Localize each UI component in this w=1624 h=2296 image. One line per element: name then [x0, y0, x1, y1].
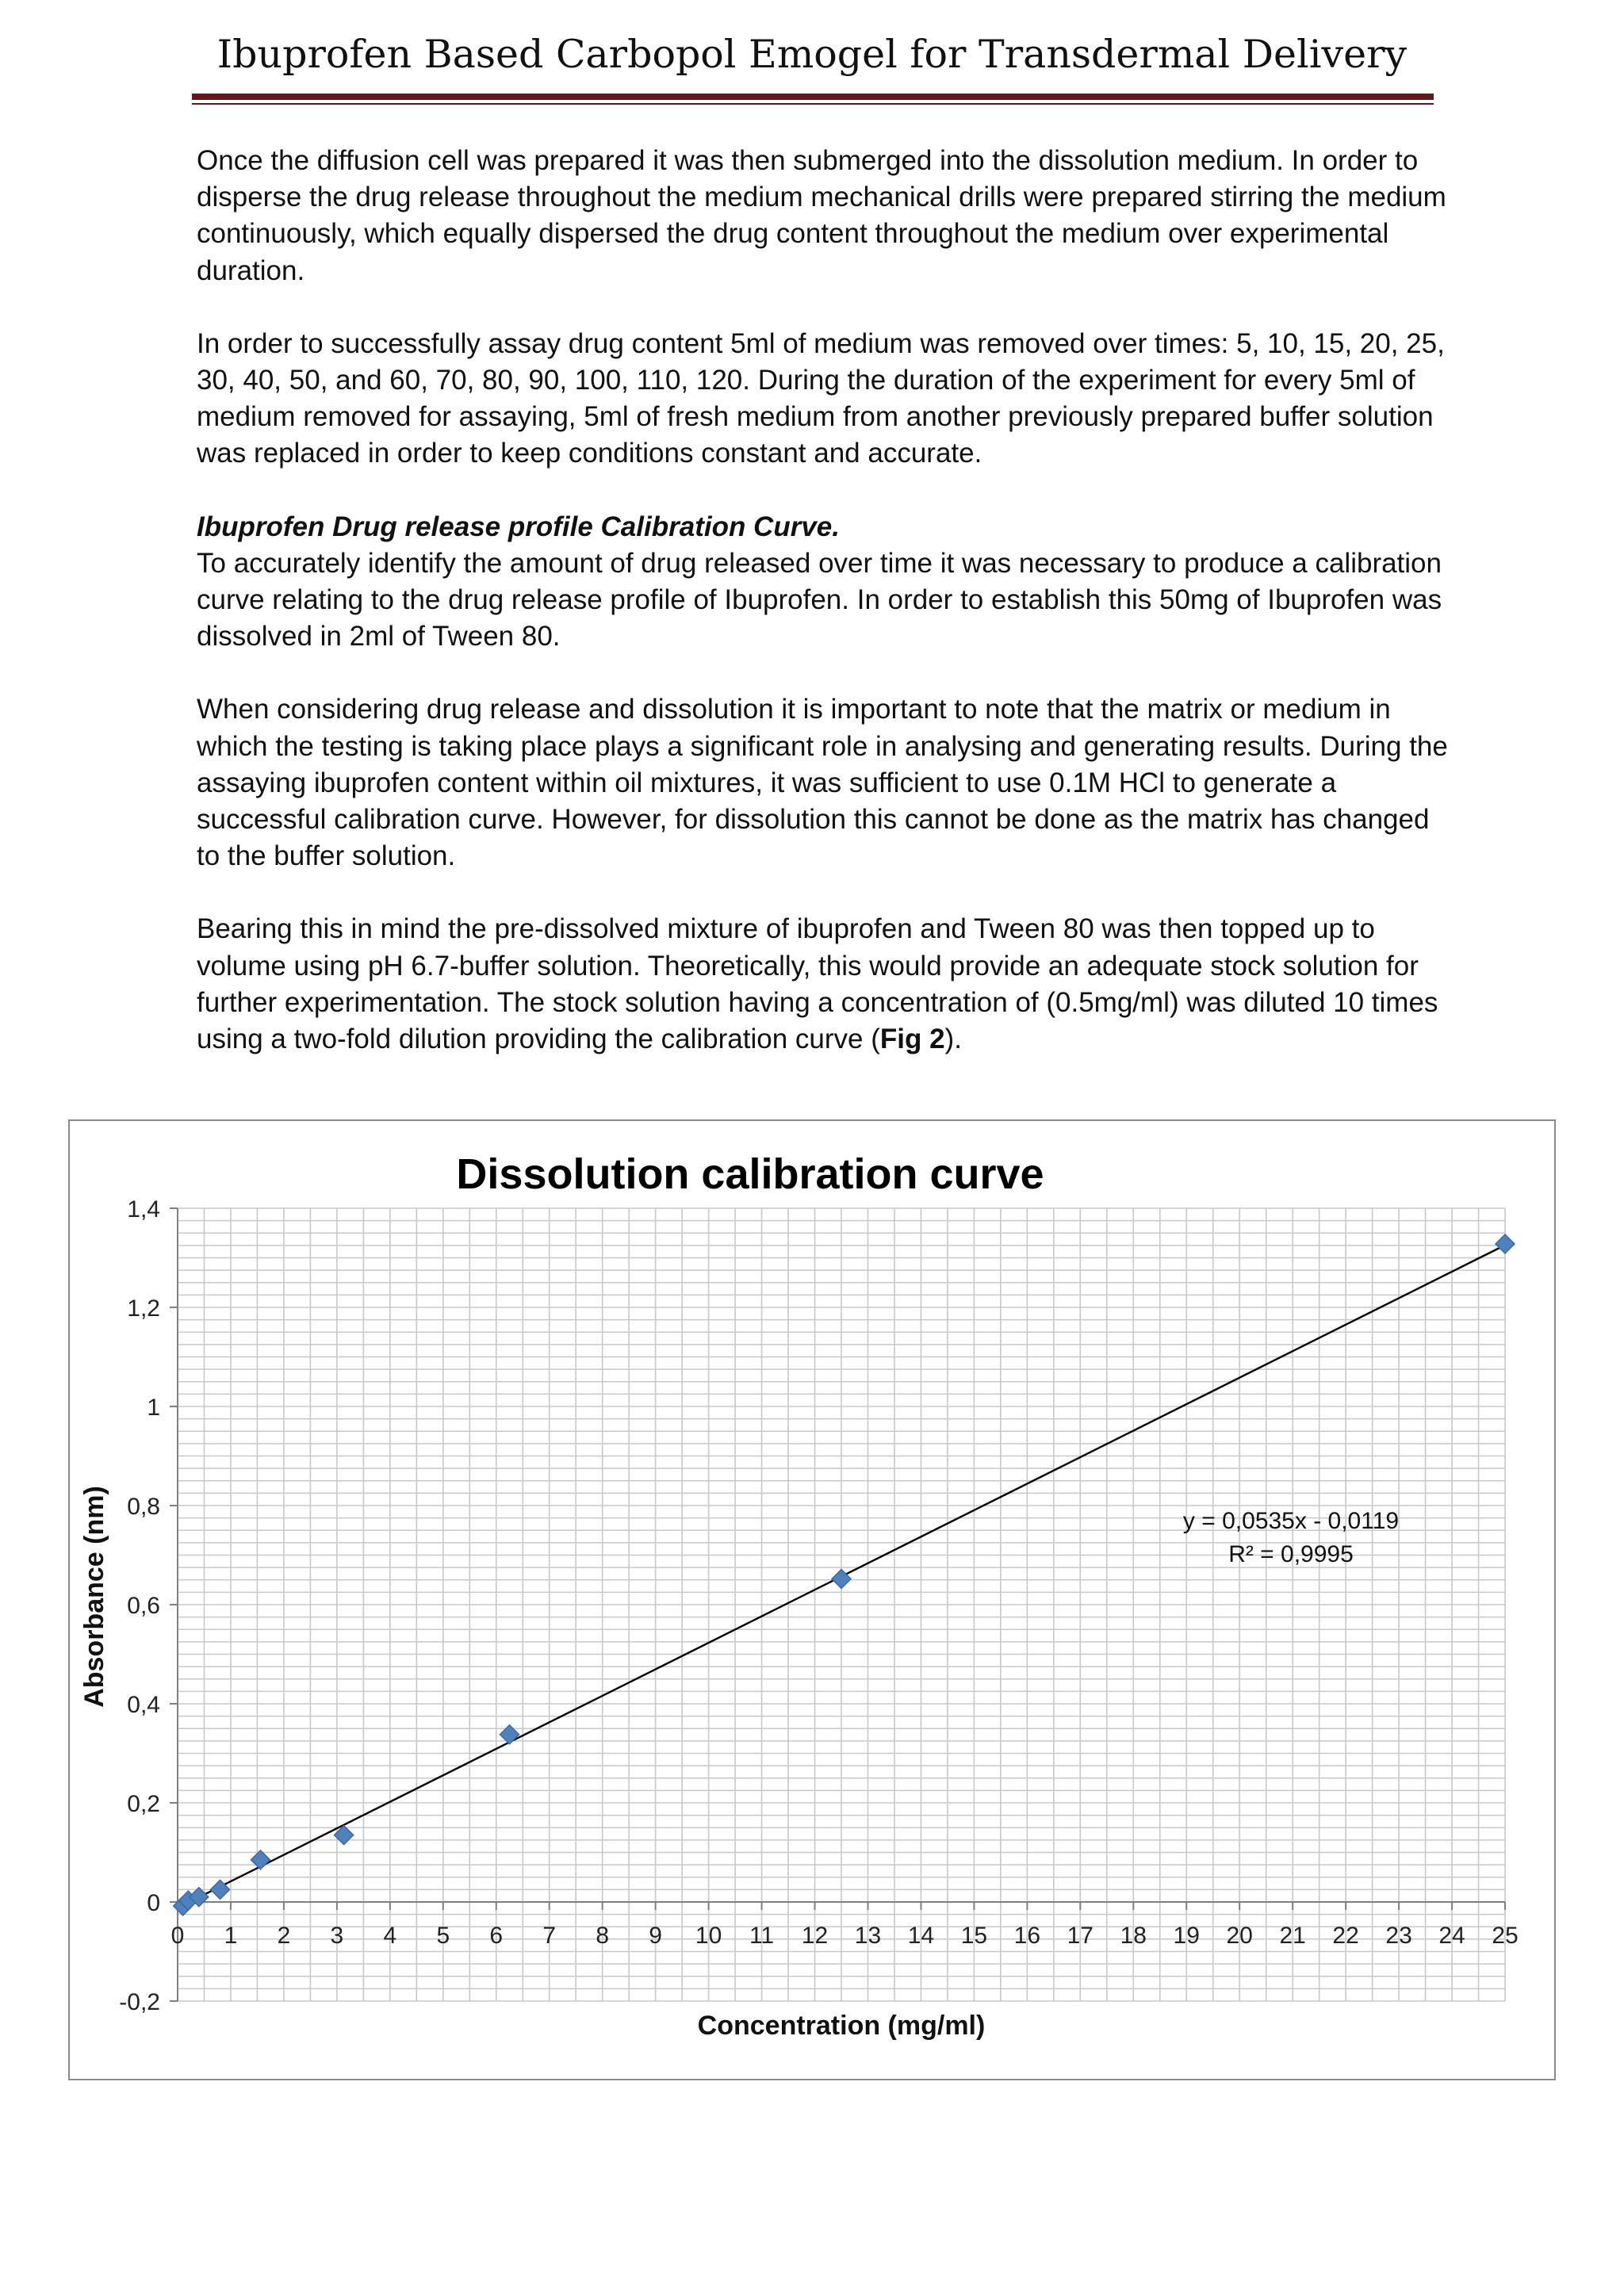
x-tick-label: 19 [1173, 1923, 1200, 1949]
paragraph-calibration-method: To accurately identify the amount of drug released over time it was necessary to produce a calibration curve relating to the drug release profile of Ibuprofen. In order to establish this 50mg of Ibuprofen was dissolved in 2ml of Tween 80. [197, 547, 1442, 652]
paragraph-diffusion-cell: Once the diffusion cell was prepared it was then submerged into the dissolution medium. In order to disperse the drug release throughout the medium mechanical drills were prepared stirring the medium continuously, which equally dispersed the drug content throughout the medium over experimental duration. [197, 145, 1446, 286]
calibration-chart [70, 1121, 1554, 2079]
stock-solution-text: Bearing this in mind the pre-dissolved mixture of ibuprofen and Tween 80 was then topped up to volume using pH 6.7-buffer solution. Theoretically, this would provide an adequate stock solution for further experimentation. The stock solution having a concentration of (0.5mg/ml) was diluted 10 times using a two-fold dilution providing the calibration curve ( [197, 913, 1438, 1055]
paragraph-stock-solution [197, 911, 1450, 1058]
page-header-title: Ibuprofen Based Carbopol Emogel for Transdermal Delivery [216, 32, 1408, 77]
data-point-marker [251, 1850, 270, 1869]
x-tick-label: 25 [1492, 1923, 1519, 1949]
x-tick-label: 16 [1013, 1923, 1041, 1949]
x-tick-label: 14 [907, 1923, 935, 1949]
x-tick-label: 13 [854, 1923, 882, 1949]
x-tick-label: 18 [1120, 1923, 1147, 1949]
y-tick-label: 1,4 [127, 1196, 160, 1223]
y-tick-label: 0,8 [127, 1494, 160, 1520]
x-tick-label: 9 [649, 1923, 662, 1949]
x-tick-label: 0 [170, 1923, 185, 1949]
x-tick-label: 24 [1438, 1923, 1465, 1949]
x-tick-label: 8 [596, 1923, 610, 1949]
figure-reference: Fig 2 [879, 1024, 945, 1055]
x-tick-label: 23 [1385, 1923, 1412, 1949]
trendline-equation: y = 0,0535x - 0,0119 [1182, 1508, 1400, 1534]
x-tick-label: 4 [383, 1923, 397, 1949]
x-tick-label: 3 [330, 1923, 344, 1949]
paragraph-matrix-medium: When considering drug release and dissolution it is important to note that the matrix or medium in which the testing is taking place plays a significant role in analysing and generating results. During the assaying ibuprofen content within oil mixtures, it was sufficient to use 0.1M HCl to generate a successful calibration curve. However, for dissolution this cannot be done as the matrix has changed to the buffer solution. [197, 694, 1448, 872]
x-tick-label: 10 [695, 1923, 722, 1949]
x-tick-label: 1 [224, 1923, 238, 1949]
chart-title: Dissolution calibration curve [456, 1150, 1044, 1198]
x-tick-label: 7 [542, 1923, 557, 1949]
y-tick-label: -0,2 [119, 1989, 160, 2015]
x-tick-label: 5 [436, 1923, 450, 1949]
trendline-r-squared: R² = 0,9995 [1228, 1541, 1354, 1567]
x-tick-label: 11 [749, 1923, 775, 1949]
x-tick-label: 12 [801, 1923, 829, 1949]
x-tick-label: 15 [960, 1923, 988, 1949]
stock-solution-end: ). [944, 1024, 962, 1055]
y-axis-label: Absorbance (nm) [79, 1486, 109, 1708]
body-text [197, 143, 1450, 1058]
x-tick-label: 21 [1279, 1923, 1306, 1949]
y-tick-label: 0,6 [127, 1593, 160, 1619]
x-tick-label: 2 [277, 1923, 291, 1949]
y-tick-label: 0 [147, 1890, 160, 1916]
y-tick-label: 0,4 [127, 1692, 160, 1718]
calibration-chart-frame [68, 1119, 1556, 2080]
x-tick-label: 20 [1226, 1923, 1253, 1949]
calibration-subheading: Ibuprofen Drug release profile Calibration Curve. [197, 511, 840, 542]
x-tick-label: 6 [489, 1923, 504, 1949]
y-tick-label: 1,2 [127, 1295, 160, 1322]
x-tick-label: 17 [1067, 1923, 1094, 1949]
y-tick-label: 1 [147, 1395, 160, 1421]
header-rule-thick [192, 94, 1434, 100]
x-tick-label: 22 [1332, 1923, 1359, 1949]
chart-grid [178, 1208, 1505, 2001]
paragraph-sampling-times: In order to successfully assay drug content 5ml of medium was removed over times: 5, 10, 15, 20, 25, 30, 40, 50, and 60, 70, 80, 90, 100, 110, 120. During the duration of the experiment for every 5ml of medium removed for assaying, 5ml of fresh medium from another previously prepared buffer solution was replaced in order to keep conditions constant and accurate. [197, 327, 1445, 469]
y-tick-label: 0,2 [127, 1791, 160, 1817]
data-point-marker [1496, 1234, 1515, 1253]
x-axis-label: Concentration (mg/ml) [697, 2011, 986, 2041]
chart-data-points [174, 1234, 1515, 1915]
header-rule-thin [192, 103, 1434, 105]
